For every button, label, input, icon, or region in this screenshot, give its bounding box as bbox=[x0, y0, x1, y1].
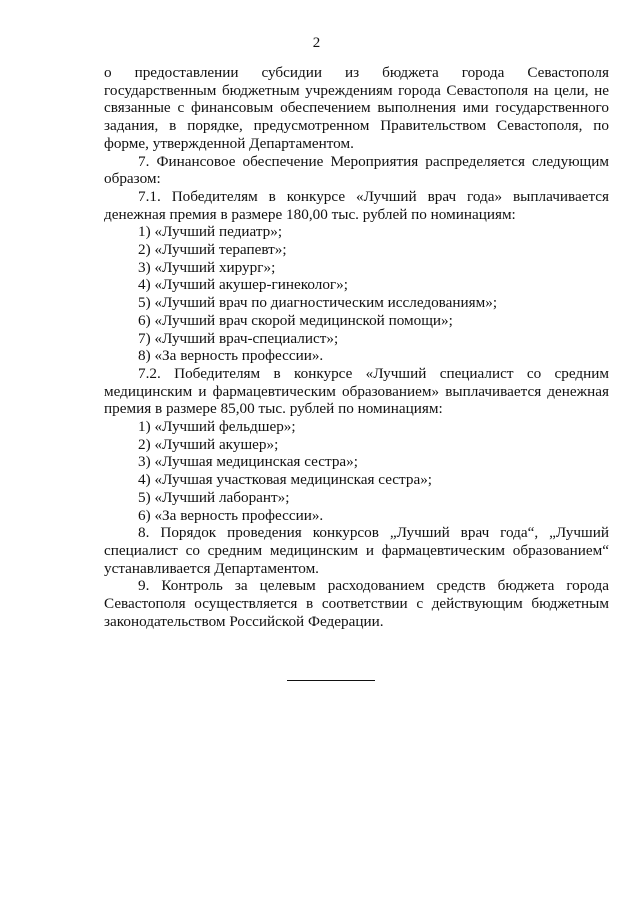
document-body bbox=[104, 64, 609, 631]
section-7-2-nomination-list bbox=[104, 418, 609, 524]
list-item: 6) «Лучший врач скорой медицинской помощи»; bbox=[138, 311, 453, 329]
list-item: 7) «Лучший врач-специалист»; bbox=[138, 329, 339, 347]
section-7-2-paragraph: 7.2. Победителям в конкурсе «Лучший специалист со средним медицинским и фармацевтическим образованием» выплачивается денежная премия в размере 85,00 тыс. рублей по номинациям: bbox=[104, 364, 609, 418]
list-item: 4) «Лучший акушер-гинеколог»; bbox=[138, 276, 348, 294]
section-8-paragraph: 8. Порядок проведения конкурсов „Лучший врач года“, „Лучший специалист со средним медицинским и фармацевтическим образованием“ устанавливается Департаментом. bbox=[104, 524, 609, 577]
end-of-document-rule bbox=[287, 680, 375, 681]
list-item: 2) «Лучший акушер»; bbox=[138, 435, 279, 453]
list-item: 1) «Лучший фельдшер»; bbox=[138, 418, 296, 436]
list-item: 6) «За верность профессии». bbox=[138, 506, 324, 524]
list-item: 3) «Лучшая медицинская сестра»; bbox=[138, 453, 358, 471]
list-item: 8) «За верность профессии». bbox=[138, 347, 324, 365]
intro-paragraph: о предоставлении субсидии из бюджета города Севастополя государственным бюджетным учреждениям города Севастополя на цели, не связанные с финансовым обеспечением выполнения ими государственного задания, в порядке, предусмотренном Правительством Севастополя, по форме, утвержденной Департаментом. bbox=[104, 64, 609, 152]
list-item: 5) «Лучший врач по диагностическим исследованиям»; bbox=[138, 294, 498, 312]
section-9-paragraph: 9. Контроль за целевым расходованием средств бюджета города Севастополя осуществляется в соответствии с действующим бюджетным законодательством Российской Федерации. bbox=[104, 577, 609, 630]
list-item: 1) «Лучший педиатр»; bbox=[138, 223, 283, 241]
list-item: 2) «Лучший терапевт»; bbox=[138, 241, 287, 259]
page-number: 2 bbox=[312, 35, 321, 51]
list-item: 4) «Лучшая участковая медицинская сестра»; bbox=[138, 471, 433, 489]
section-7-1-nomination-list bbox=[104, 223, 609, 365]
section-7-1-paragraph: 7.1. Победителям в конкурсе «Лучший врач года» выплачивается денежная премия в размере 180,00 тыс. рублей по номинациям: bbox=[104, 187, 609, 223]
list-item: 3) «Лучший хирург»; bbox=[138, 258, 276, 276]
list-item: 5) «Лучший лаборант»; bbox=[138, 488, 290, 506]
section-7-paragraph: 7. Финансовое обеспечение Мероприятия распределяется следующим образом: bbox=[104, 152, 609, 188]
